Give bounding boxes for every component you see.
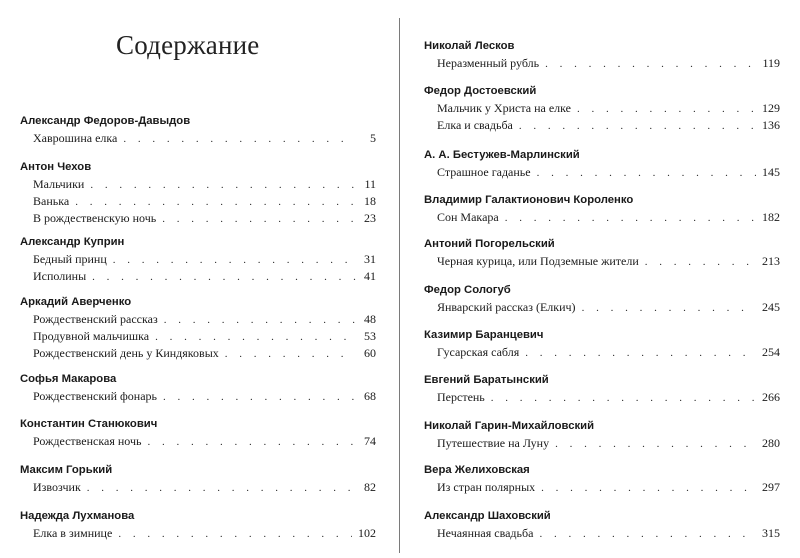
toc-entry xyxy=(33,525,376,542)
author-name: Евгений Баратынский xyxy=(424,374,549,386)
dot-leader xyxy=(555,436,756,453)
toc-entry xyxy=(437,299,780,316)
dot-leader xyxy=(163,389,356,406)
entry-title: Из стран полярных xyxy=(437,480,536,494)
book-spine-divider xyxy=(399,18,400,553)
toc-section xyxy=(20,159,376,227)
author-name: Аркадий Аверченко xyxy=(20,296,132,308)
page-title: Содержание xyxy=(116,30,260,60)
toc-section xyxy=(20,508,376,542)
toc-section xyxy=(424,192,780,226)
entry-title: Январский рассказ (Елкич) xyxy=(437,300,576,314)
page-number: 297 xyxy=(762,480,780,494)
toc-section xyxy=(424,508,780,542)
entry-title: Мальчики xyxy=(33,177,85,191)
dot-leader xyxy=(113,252,356,269)
entry-title: Нечаянная свадьба xyxy=(437,526,534,540)
page-number: 119 xyxy=(762,56,780,70)
entry-title: Ванька xyxy=(33,194,70,208)
dot-leader xyxy=(123,131,356,148)
dot-leader xyxy=(537,165,756,182)
toc-entry xyxy=(437,117,780,134)
page-number: 48 xyxy=(364,312,376,326)
author-name: Владимир Галактионович Короленко xyxy=(424,194,634,206)
toc-entry xyxy=(437,164,780,181)
toc-section xyxy=(20,234,376,285)
author-name: Александр Федоров-Давыдов xyxy=(20,115,191,127)
toc-entry xyxy=(33,345,376,362)
toc-section xyxy=(20,416,376,450)
page-number: 182 xyxy=(762,210,780,224)
toc-entry xyxy=(33,193,376,210)
toc-entry xyxy=(33,251,376,268)
toc-entry xyxy=(437,55,780,72)
author-name: Александр Куприн xyxy=(20,236,125,248)
dot-leader xyxy=(155,329,356,346)
page-number: 60 xyxy=(364,346,376,360)
toc-section xyxy=(424,236,780,270)
page-number: 280 xyxy=(762,436,780,450)
entry-title: Бедный принц xyxy=(33,252,107,266)
dot-leader xyxy=(545,56,756,73)
entry-title: Рождественский рассказ xyxy=(33,312,158,326)
toc-section xyxy=(20,462,376,496)
author-name: Антон Чехов xyxy=(20,161,92,173)
toc-entry xyxy=(437,525,780,542)
author-name: Федор Сологуб xyxy=(424,284,511,296)
toc-section xyxy=(20,113,376,147)
toc-section xyxy=(424,147,780,181)
dot-leader xyxy=(582,300,756,317)
dot-leader xyxy=(164,312,356,329)
toc-entry xyxy=(33,130,376,147)
dot-leader xyxy=(645,254,756,271)
page-number: 41 xyxy=(364,269,376,283)
entry-title: Страшное гаданье xyxy=(437,165,531,179)
toc-entry xyxy=(437,479,780,496)
page-number: 11 xyxy=(364,177,376,191)
entry-title: В рождественскую ночь xyxy=(33,211,157,225)
page-number: 68 xyxy=(364,389,376,403)
toc-entry xyxy=(33,479,376,496)
toc-section xyxy=(424,418,780,452)
entry-title: Исполины xyxy=(33,269,87,283)
entry-title: Рождественская ночь xyxy=(33,434,142,448)
dot-leader xyxy=(162,211,356,228)
page-number: 213 xyxy=(762,254,780,268)
toc-section xyxy=(424,327,780,361)
page-number: 136 xyxy=(762,118,780,132)
dot-leader xyxy=(519,118,756,135)
author-name: Казимир Баранцевич xyxy=(424,329,544,341)
page-number: 23 xyxy=(364,211,376,225)
author-name: Константин Станюкович xyxy=(20,418,158,430)
toc-entry xyxy=(33,311,376,328)
page-number: 315 xyxy=(762,526,780,540)
entry-title: Мальчик у Христа на елке xyxy=(437,101,571,115)
left-page xyxy=(0,0,398,558)
entry-title: Путешествие на Луну xyxy=(437,436,550,450)
page-number: 266 xyxy=(762,390,780,404)
dot-leader xyxy=(75,194,356,211)
toc-section xyxy=(424,462,780,496)
author-name: Антоний Погорельский xyxy=(424,238,555,250)
dot-leader xyxy=(541,480,756,497)
page-number: 53 xyxy=(364,329,376,343)
author-name: Николай Гарин-Михайловский xyxy=(424,420,595,432)
dot-leader xyxy=(491,390,756,407)
dot-leader xyxy=(539,526,756,543)
entry-title: Рождественский фонарь xyxy=(33,389,158,403)
dot-leader xyxy=(90,177,356,194)
dot-leader xyxy=(147,434,356,451)
dot-leader xyxy=(577,101,756,118)
toc-section xyxy=(20,371,376,405)
toc-entry xyxy=(437,253,780,270)
toc-section xyxy=(424,282,780,316)
page-number: 129 xyxy=(762,101,780,115)
author-name: Николай Лесков xyxy=(424,40,515,52)
entry-title: Сон Макара xyxy=(437,210,499,224)
toc-entry xyxy=(33,388,376,405)
dot-leader xyxy=(505,210,756,227)
entry-title: Хаврошина елка xyxy=(33,131,118,145)
right-page xyxy=(402,0,800,558)
dot-leader xyxy=(525,345,756,362)
toc-entry xyxy=(33,433,376,450)
toc-entry xyxy=(437,435,780,452)
dot-leader xyxy=(92,269,356,286)
page-number: 82 xyxy=(364,480,376,494)
toc-entry xyxy=(437,344,780,361)
toc-section xyxy=(424,38,780,72)
author-name: Софья Макарова xyxy=(20,373,117,385)
author-name: А. А. Бестужев-Марлинский xyxy=(424,149,580,161)
entry-title: Неразменный рубль xyxy=(437,56,540,70)
dot-leader xyxy=(87,480,356,497)
entry-title: Гусарская сабля xyxy=(437,345,520,359)
page-number: 31 xyxy=(364,252,376,266)
entry-title: Елка в зимнице xyxy=(33,526,113,540)
dot-leader xyxy=(225,346,356,363)
author-name: Надежда Лухманова xyxy=(20,510,135,522)
toc-section xyxy=(424,83,780,134)
page-number: 74 xyxy=(364,434,376,448)
entry-title: Извозчик xyxy=(33,480,81,494)
page-number: 254 xyxy=(762,345,780,359)
page-number: 245 xyxy=(762,300,780,314)
toc-entry xyxy=(33,328,376,345)
author-name: Максим Горький xyxy=(20,464,113,476)
entry-title: Рождественский день у Киндяковых xyxy=(33,346,219,360)
toc-section xyxy=(20,294,376,362)
author-name: Вера Желиховская xyxy=(424,464,530,476)
dot-leader xyxy=(118,526,352,543)
toc-entry xyxy=(437,389,780,406)
entry-title: Перстень xyxy=(437,390,485,404)
toc-entry xyxy=(33,176,376,193)
toc-section xyxy=(424,372,780,406)
entry-title: Продувной мальчишка xyxy=(33,329,150,343)
toc-entry xyxy=(33,268,376,285)
page-number: 18 xyxy=(364,194,376,208)
toc-entry xyxy=(437,100,780,117)
page-number: 5 xyxy=(370,131,376,145)
author-name: Александр Шаховский xyxy=(424,510,551,522)
toc-entry xyxy=(33,210,376,227)
page-number: 102 xyxy=(358,526,376,540)
author-name: Федор Достоевский xyxy=(424,85,537,97)
entry-title: Черная курица, или Подземные жители xyxy=(437,254,639,268)
entry-title: Елка и свадьба xyxy=(437,118,513,132)
page-number: 145 xyxy=(762,165,780,179)
toc-entry xyxy=(437,209,780,226)
